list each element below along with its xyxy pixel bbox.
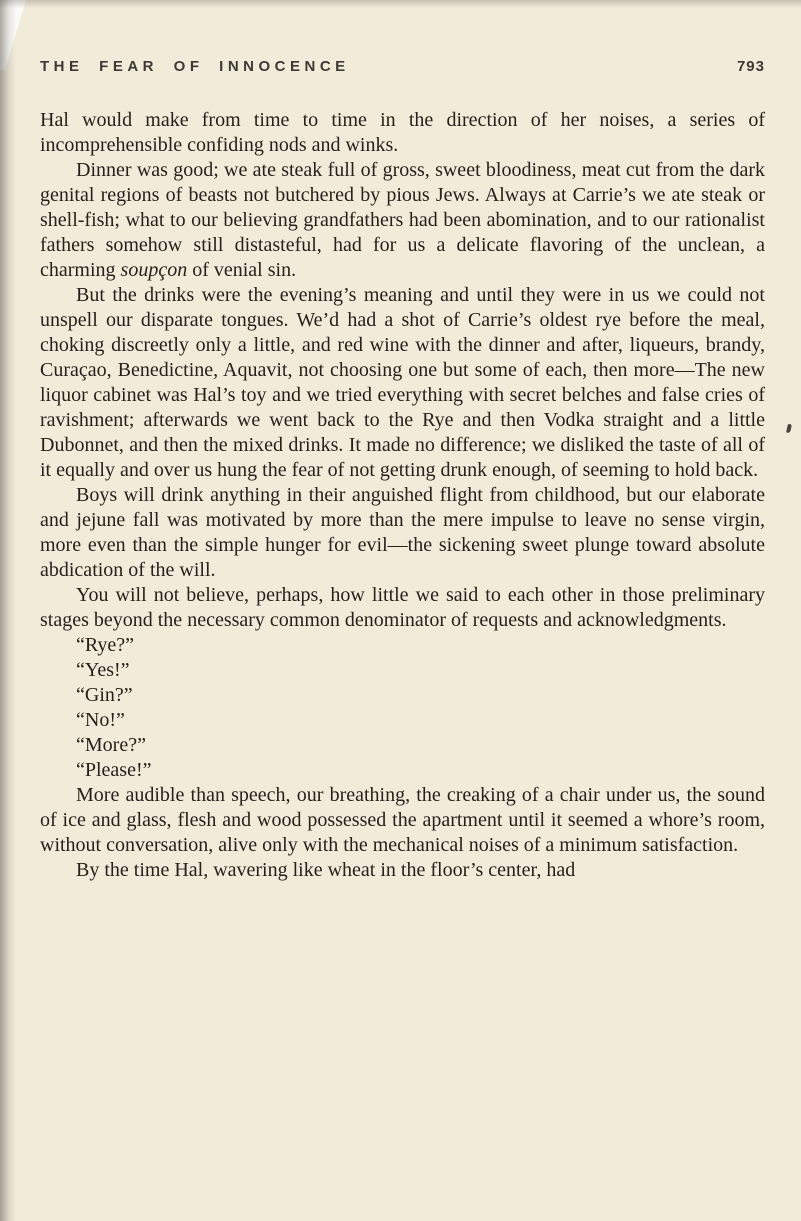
text-run: “Gin?” xyxy=(76,684,133,706)
text-run: Dinner was good; we ate steak full of gross, sweet bloodiness, meat cut from the dark genital regions of beasts not butchered by pious Jews. Always at Carrie’s we ate steak or shell-fish; what to our believing grandfathers had been abomination, and to our rationalist fathers somehow still distasteful, had for us a delicate flavoring of the unclean, a charming xyxy=(40,159,765,281)
scan-speck xyxy=(786,424,792,434)
paragraph xyxy=(40,583,765,633)
italic-text-run: soupçon xyxy=(120,259,188,281)
dialogue-line xyxy=(40,733,765,758)
dialogue-line xyxy=(40,708,765,733)
running-header-title: THE FEAR OF INNOCENCE xyxy=(40,58,350,75)
text-run: Boys will drink anything in their anguished flight from childhood, but our elaborate and jejune fall was motivated by more than the mere impulse to leave no sense virgin, more even than the simple hunger for evil—the sickening sweet plunge toward absolute abdication of the will. xyxy=(40,484,765,581)
dialogue-line xyxy=(40,758,765,783)
dialogue-line xyxy=(40,633,765,658)
paragraph xyxy=(40,283,765,483)
text-run: “Please!” xyxy=(76,759,152,781)
text-run: By the time Hal, wavering like wheat in the floor’s center, had xyxy=(76,859,576,881)
text-run: “More?” xyxy=(76,734,146,756)
paragraph xyxy=(40,783,765,858)
running-header xyxy=(40,58,765,75)
dialogue-line xyxy=(40,683,765,708)
paragraph xyxy=(40,858,765,883)
page-body xyxy=(40,108,765,883)
dialogue-line xyxy=(40,658,765,683)
page-number: 793 xyxy=(736,58,765,75)
page-content xyxy=(40,58,765,883)
scan-corner-highlight xyxy=(0,0,26,70)
text-run: But the drinks were the evening’s meaning and until they were in us we could not unspell our disparate tongues. We’d had a shot of Carrie’s oldest rye before the meal, choking discreetly only a little, and red wine with the dinner and after, liqueurs, brandy, Curaçao, Benedictine, Aquavit, not choosing one but some of each, then more—The new liquor cabinet was Hal’s toy and we tried everything with secret belches and false cries of ravishment; afterwards we went back to the Rye and then Vodka straight and a little Dubonnet, and then the mixed drinks. It made no difference; we disliked the taste of all of it equally and over us hung the fear of not getting drunk enough, of seeming to hold back. xyxy=(40,284,765,481)
text-run: More audible than speech, our breathing, the creaking of a chair under us, the sound of ice and glass, flesh and wood possessed the apartment until it seemed a whore’s room, without conversation, alive only with the mechanical noises of a minimum satisfaction. xyxy=(40,784,765,856)
text-run: “No!” xyxy=(76,709,125,731)
page-edge-shadow-top xyxy=(0,0,801,8)
paragraph xyxy=(40,108,765,158)
text-run: “Yes!” xyxy=(76,659,130,681)
paragraph xyxy=(40,158,765,283)
text-run: “Rye?” xyxy=(76,634,135,656)
text-run: of venial sin. xyxy=(187,259,297,281)
text-run: Hal would make from time to time in the direction of her noises, a series of incomprehensible confiding nods and winks. xyxy=(40,109,765,156)
page-edge-shadow-left xyxy=(0,0,16,1221)
paragraph xyxy=(40,483,765,583)
text-run: You will not believe, perhaps, how little we said to each other in those preliminary stages beyond the necessary common denominator of requests and acknowledgments. xyxy=(40,584,765,631)
